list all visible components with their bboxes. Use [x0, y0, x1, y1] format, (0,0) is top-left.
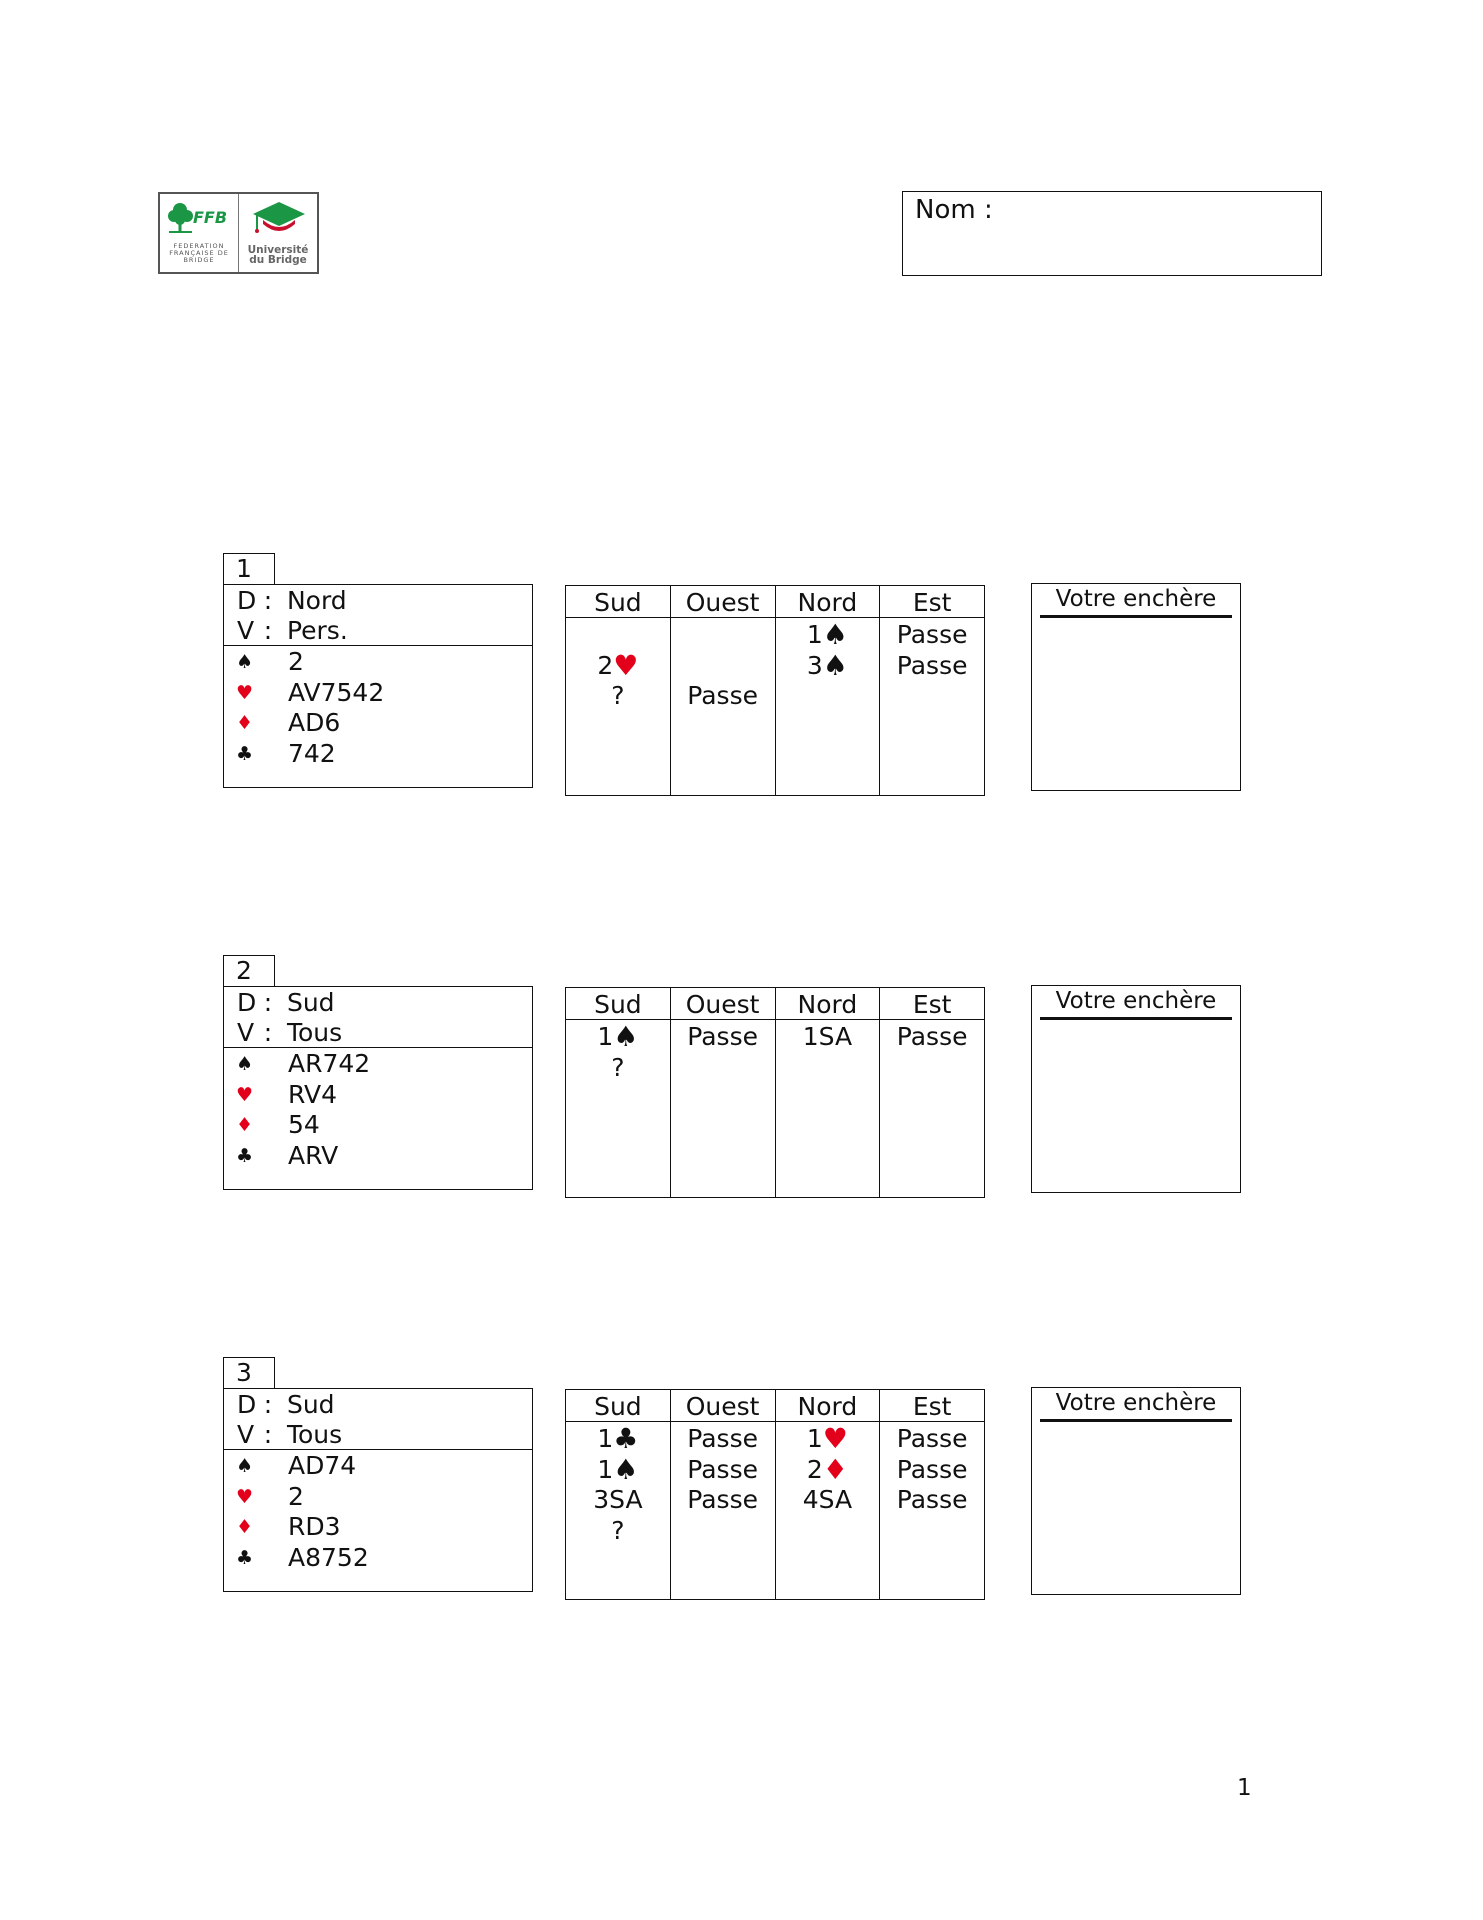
hand-box	[223, 1388, 533, 1592]
bid-level: 2	[597, 650, 614, 680]
hand-cards	[224, 646, 532, 769]
bid-cell	[880, 620, 984, 651]
hand-hearts: AV7542	[288, 677, 385, 707]
hand-info	[224, 1389, 532, 1450]
bid-suit-icon: ♥	[822, 1422, 848, 1455]
hand-cards	[224, 1450, 532, 1573]
graduation-cap-icon	[249, 200, 309, 240]
dealer-line: D : Nord	[237, 586, 347, 615]
vulnerability-value: Pers.	[286, 616, 348, 645]
dealer-label: D	[237, 586, 257, 615]
bid-level: ?	[611, 1515, 625, 1545]
ub-text: Université du Bridge	[247, 244, 309, 266]
bid-column-nord	[776, 586, 881, 795]
dealer-value: Nord	[286, 586, 347, 615]
bid-cell	[566, 1516, 670, 1547]
hand-row-diamonds	[224, 1110, 532, 1141]
bid-level: Passe	[687, 1022, 758, 1051]
spades-icon: ♠	[236, 1053, 254, 1075]
bid-cell	[566, 1424, 670, 1455]
bid-header: Nord	[776, 988, 880, 1020]
hearts-icon: ♥	[236, 681, 254, 704]
hand-diamonds: 54	[288, 1110, 320, 1139]
bid-header: Sud	[566, 1390, 670, 1422]
answer-label: Votre enchère	[1040, 1388, 1232, 1422]
answer-label: Votre enchère	[1040, 584, 1232, 618]
answer-label: Votre enchère	[1040, 986, 1232, 1020]
bidding-table	[565, 987, 985, 1198]
hand-spades: 2	[288, 647, 304, 676]
hand-hearts: RV4	[288, 1079, 338, 1109]
dealer-value: Sud	[286, 1390, 335, 1419]
hand-clubs: 742	[288, 738, 336, 768]
bid-suit-icon: ♦	[822, 1452, 848, 1486]
bid-level: ?	[611, 1052, 625, 1082]
bid-level: Passe	[896, 1454, 968, 1484]
bid-level: 1	[597, 1454, 614, 1484]
hand-clubs: ARV	[288, 1140, 339, 1170]
vulnerability-value: Tous	[286, 1420, 343, 1449]
dealer-label: D	[237, 1390, 257, 1419]
hand-row-spades	[224, 1451, 532, 1482]
bid-header: Sud	[566, 586, 670, 618]
bid-column-ouest	[671, 988, 776, 1197]
hearts-icon: ♥	[236, 1083, 254, 1106]
bidding-table	[565, 1389, 985, 1600]
answer-box[interactable]	[1031, 1387, 1241, 1595]
bid-header: Ouest	[671, 1390, 775, 1422]
bid-cell	[880, 1485, 984, 1516]
dealer-line: D : Sud	[237, 1390, 335, 1419]
ffb-logo-part	[160, 194, 239, 272]
dealer-label: D	[237, 988, 257, 1017]
bid-suit-icon: ♠	[822, 618, 848, 651]
ffb-subtitle: FEDERATION FRANÇAISE DE BRIDGE	[169, 242, 229, 264]
bidding-table	[565, 585, 985, 796]
bid-cell	[566, 1022, 670, 1053]
bid-cell	[566, 1053, 670, 1084]
hand-row-clubs	[224, 739, 532, 770]
deal-number: 3	[223, 1357, 275, 1389]
bid-header: Ouest	[671, 988, 775, 1020]
hand-row-diamonds	[224, 1512, 532, 1543]
bid-level: Passe	[896, 1424, 968, 1453]
bid-level: 4SA	[802, 1485, 853, 1514]
spades-icon: ♠	[236, 651, 254, 673]
bid-suit-icon: ♣	[613, 1422, 639, 1455]
bid-level: Passe	[687, 681, 758, 710]
hand-diamonds: AD6	[288, 708, 341, 737]
bid-level: 1	[806, 620, 823, 649]
bid-cell	[776, 620, 880, 651]
hand-hearts: 2	[288, 1481, 304, 1511]
bid-header: Nord	[776, 1390, 880, 1422]
dealer-value: Sud	[286, 988, 335, 1017]
bid-column-sud	[566, 988, 671, 1197]
bid-cell	[880, 1424, 984, 1455]
ffb-text: FFB	[193, 208, 228, 227]
clubs-icon: ♣	[236, 1546, 254, 1569]
hand-row-spades	[224, 647, 532, 678]
bid-level: 2	[806, 1454, 823, 1484]
bid-level: Passe	[896, 620, 968, 649]
bid-suit-icon: ♠	[613, 1452, 639, 1486]
hand-box	[223, 986, 533, 1190]
answer-box[interactable]	[1031, 583, 1241, 791]
hand-row-hearts	[224, 1482, 532, 1513]
name-label: Nom :	[915, 195, 993, 225]
bid-column-sud	[566, 586, 671, 795]
bid-cell	[671, 1424, 775, 1455]
bid-cell	[776, 1424, 880, 1455]
bid-cell	[671, 1022, 775, 1053]
bid-cell	[776, 1022, 880, 1053]
bid-column-nord	[776, 988, 881, 1197]
bid-header: Sud	[566, 988, 670, 1020]
vulnerability-label: V	[237, 1420, 255, 1449]
bid-header: Est	[880, 988, 984, 1020]
deal-2	[0, 955, 1483, 1215]
hand-row-spades	[224, 1049, 532, 1080]
bid-header: Est	[880, 1390, 984, 1422]
bid-level: Passe	[687, 1485, 758, 1514]
spades-icon: ♠	[236, 1455, 254, 1477]
hand-info	[224, 987, 532, 1048]
bid-column-est	[880, 988, 984, 1197]
bid-cell	[880, 651, 984, 682]
bid-cell	[880, 1455, 984, 1486]
deal-number: 2	[223, 955, 275, 987]
vulnerability-label: V	[237, 616, 255, 645]
clubs-icon: ♣	[236, 1144, 254, 1167]
bid-cell	[566, 681, 670, 712]
bid-level: 1SA	[802, 1022, 853, 1051]
bid-cell	[566, 1452, 670, 1486]
hand-box	[223, 584, 533, 788]
vulnerability-line: V : Tous	[237, 1420, 343, 1449]
bid-column-sud	[566, 1390, 671, 1599]
bid-column-ouest	[671, 586, 776, 795]
hand-clubs: A8752	[288, 1542, 369, 1572]
bid-suit-icon: ♠	[613, 1020, 639, 1053]
bid-header: Nord	[776, 586, 880, 618]
bid-column-est	[880, 586, 984, 795]
name-field[interactable]	[902, 191, 1322, 276]
bid-header: Ouest	[671, 586, 775, 618]
bid-suit-icon: ♥	[613, 648, 639, 682]
diamonds-icon: ♦	[236, 1516, 254, 1538]
ub-logo-part	[239, 194, 317, 272]
bid-level: ?	[611, 681, 625, 710]
diamonds-icon: ♦	[236, 1114, 254, 1136]
bid-level: 1	[597, 1022, 614, 1051]
hand-row-diamonds	[224, 708, 532, 739]
bid-cell	[776, 1452, 880, 1486]
bid-cell	[776, 1485, 880, 1516]
deal-number: 1	[223, 553, 275, 585]
bid-level: Passe	[896, 650, 968, 680]
bid-level: Passe	[896, 1485, 968, 1514]
bid-cell	[671, 1455, 775, 1486]
vulnerability-line: V : Tous	[237, 1018, 343, 1047]
hearts-icon: ♥	[236, 1485, 254, 1508]
bid-level: 1	[597, 1424, 614, 1453]
bid-column-est	[880, 1390, 984, 1599]
bid-cell	[671, 651, 775, 682]
bid-column-ouest	[671, 1390, 776, 1599]
bid-level: Passe	[687, 1424, 758, 1453]
hand-row-clubs	[224, 1543, 532, 1574]
bid-cell	[566, 648, 670, 682]
bid-level: Passe	[896, 1022, 968, 1051]
bid-header: Est	[880, 586, 984, 618]
hand-spades: AD74	[288, 1451, 357, 1480]
page-number: 1	[1237, 1775, 1252, 1801]
bid-suit-icon: ♠	[822, 648, 848, 682]
vulnerability-value: Tous	[286, 1018, 343, 1047]
hand-row-clubs	[224, 1141, 532, 1172]
bid-cell	[880, 1022, 984, 1053]
hand-cards	[224, 1048, 532, 1171]
answer-box[interactable]	[1031, 985, 1241, 1193]
bid-level: Passe	[687, 1454, 758, 1484]
bid-cell	[776, 648, 880, 682]
diamonds-icon: ♦	[236, 712, 254, 734]
bid-level: 1	[806, 1424, 823, 1453]
hand-row-hearts	[224, 1080, 532, 1111]
deal-3	[0, 1357, 1483, 1617]
hand-row-hearts	[224, 678, 532, 709]
hand-info	[224, 585, 532, 646]
ffb-logo	[158, 192, 319, 274]
dealer-line: D : Sud	[237, 988, 335, 1017]
deal-1	[0, 553, 1483, 813]
bid-cell	[671, 681, 775, 712]
vulnerability-label: V	[237, 1018, 255, 1047]
hand-spades: AR742	[288, 1049, 371, 1078]
hand-diamonds: RD3	[288, 1512, 341, 1541]
bid-cell	[566, 1485, 670, 1516]
vulnerability-line: V : Pers.	[237, 616, 348, 645]
bid-level: 3	[806, 650, 823, 680]
clubs-icon: ♣	[236, 742, 254, 765]
bid-column-nord	[776, 1390, 881, 1599]
bid-cell	[671, 1485, 775, 1516]
bid-level: 3SA	[593, 1485, 643, 1514]
